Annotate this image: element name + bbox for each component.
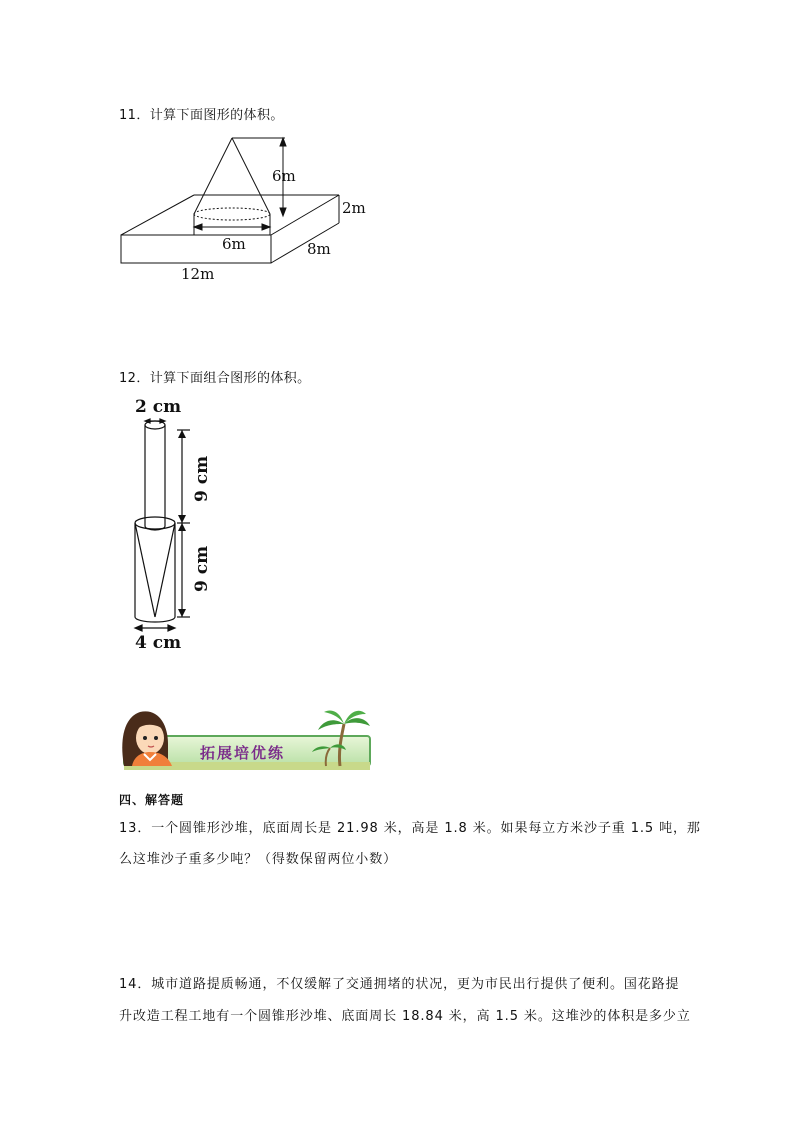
section-banner: [118, 704, 376, 774]
box-depth-label: 8m: [307, 240, 331, 258]
question-12-title: 12．计算下面组合图形的体积。: [119, 371, 311, 386]
bottom-diameter-label: 4 cm: [135, 633, 182, 652]
question-14-line-1: 14．城市道路提质畅通，不仅缓解了交通拥堵的状况，更为市民出行提供了便利。国花路提: [119, 977, 680, 992]
banner-title: 拓展培优练: [200, 744, 286, 762]
box-height-label: 2m: [342, 199, 366, 217]
top-height-label: 9 cm: [192, 455, 212, 502]
cone-on-box-figure: [115, 134, 375, 284]
box-length-label: 12m: [181, 265, 215, 283]
question-14-line-2: 升改造工程工地有一个圆锥形沙堆、底面周长 18.84 米，高 1.5 米。这堆沙的体积是多少立: [119, 1009, 691, 1024]
question-13-line-2: 么这堆沙子重多少吨？（得数保留两位小数）: [119, 852, 398, 867]
section-title: 四、解答题: [119, 793, 185, 807]
girl-avatar-icon: [122, 711, 172, 766]
question-11-title: 11．计算下面图形的体积。: [119, 108, 284, 123]
question-13-line-1: 13．一个圆锥形沙堆，底面周长是 21.98 米，高是 1.8 米。如果每立方米沙子重 1.5 吨，那: [119, 821, 701, 836]
cylinder-cone-figure: [125, 392, 225, 652]
cone-height-label: 6m: [272, 167, 296, 185]
top-diameter-label: 2 cm: [135, 397, 182, 417]
cone-diameter-label: 6m: [222, 235, 246, 253]
bottom-height-label: 9 cm: [192, 545, 212, 592]
